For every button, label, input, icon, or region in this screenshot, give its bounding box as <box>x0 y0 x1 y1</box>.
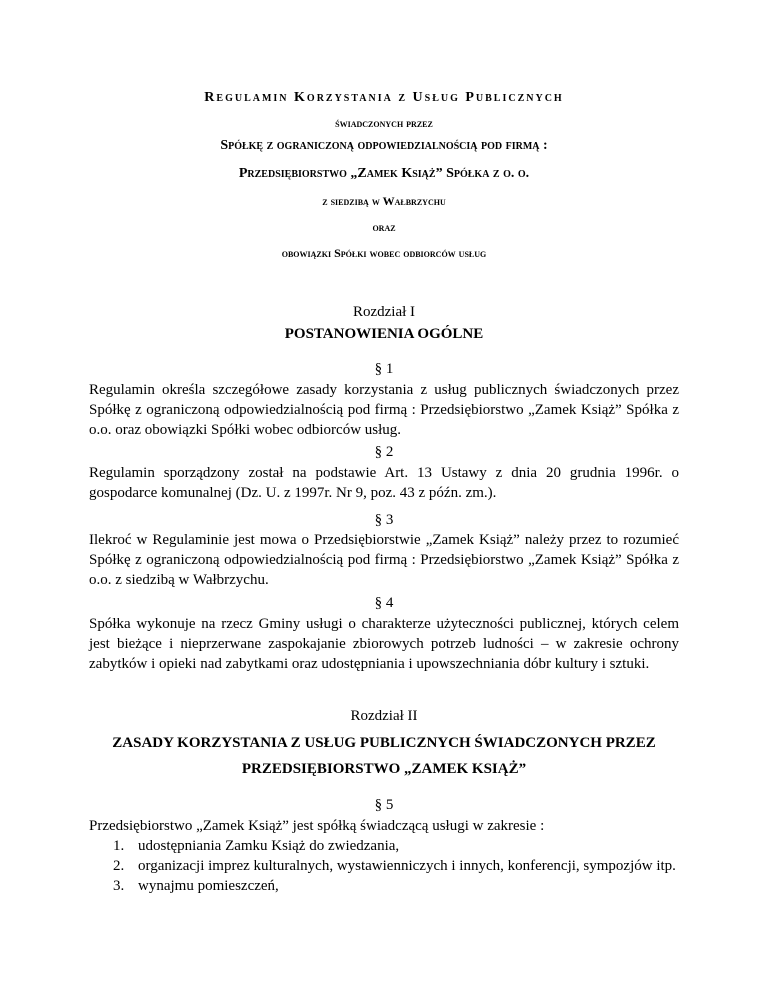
list-item <box>89 856 679 876</box>
section-1-heading: § 1 <box>374 361 394 377</box>
list-item-text: wynajmu pomieszczeń, <box>138 878 279 894</box>
chapter-1-title: POSTANOWIENIA OGÓLNE <box>284 326 484 342</box>
section-1-text: Regulamin określa szczegółowe zasady korzystania z usług publicznych świadczonych przez Spółkę z ograniczoną odpowiedzialnością pod firmą : Przedsiębiorstwo „Zamek Książ” Spółka z o.o. oraz obowiązki Spółki wobec odbiorców usług. <box>89 382 679 438</box>
regulation-title: Regulamin Korzystania z Usług Publicznych <box>204 90 564 105</box>
section-2-heading: § 2 <box>374 444 394 460</box>
list-item-number: 1. <box>113 838 125 854</box>
list-item-number: 2. <box>113 858 125 874</box>
section-5-intro: Przedsiębiorstwo „Zamek Książ” jest spółką świadczącą usługi w zakresie : <box>89 818 545 834</box>
section-3-text: Ilekroć w Regulaminie jest mowa o Przedsiębiorstwie „Zamek Książ” należy przez to rozumieć Spółkę z ograniczoną odpowiedzialnością pod firmą : Przedsiębiorstwo „Zamek Książ” Spółka z o.o. z siedzibą w Wałbrzychu. <box>89 532 679 588</box>
list-item-text: organizacji imprez kulturalnych, wystawienniczych i innych, konferencji, sympozjów itp. <box>138 858 676 874</box>
header-line-7: obowiązki Spółki wobec odbiorców usług <box>281 246 487 260</box>
chapter-1-label: Rozdział I <box>352 304 416 320</box>
chapter-2-title-line-2: PRZEDSIĘBIORSTWO „ZAMEK KSIĄŻ” <box>241 761 527 777</box>
section-5-heading: § 5 <box>374 797 394 813</box>
header-line-6: oraz <box>372 220 396 234</box>
header-line-3: Spółkę z ograniczoną odpowiedzialnością pod firmą : <box>220 138 548 153</box>
list-item <box>89 836 679 856</box>
section-3-heading: § 3 <box>374 512 394 528</box>
services-list <box>89 836 679 896</box>
header-line-5: z siedzibą w Wałbrzychu <box>322 194 446 208</box>
section-4-heading: § 4 <box>374 595 394 611</box>
section-4-text: Spółka wykonuje na rzecz Gminy usługi o charakterze użyteczności publicznej, których celem jest bieżące i nieprzerwane zaspokajanie zbiorowych potrzeb ludności – w zakresie ochrony zabytków i opieki nad zabytkami oraz udostępniania i upowszechniania dóbr kultury i sztuki. <box>89 616 679 672</box>
chapter-2-label: Rozdział II <box>350 708 418 724</box>
list-item-number: 3. <box>113 878 125 894</box>
header-line-2: świadczonych przez <box>335 116 433 130</box>
section-2-text: Regulamin sporządzony został na podstawie Art. 13 Ustawy z dnia 20 grudnia 1996r. o gospodarce komunalnej (Dz. U. z 1997r. Nr 9, poz. 43 z późn. zm.). <box>89 465 679 501</box>
chapter-2-title-line-1: ZASADY KORZYSTANIA Z USŁUG PUBLICZNYCH ŚWIADCZONYCH PRZEZ <box>112 735 656 751</box>
list-item <box>89 876 679 896</box>
list-item-text: udostępniania Zamku Książ do zwiedzania, <box>138 838 400 854</box>
header-line-4: Przedsiębiorstwo „Zamek Książ” Spółka z o. o. <box>238 166 530 181</box>
